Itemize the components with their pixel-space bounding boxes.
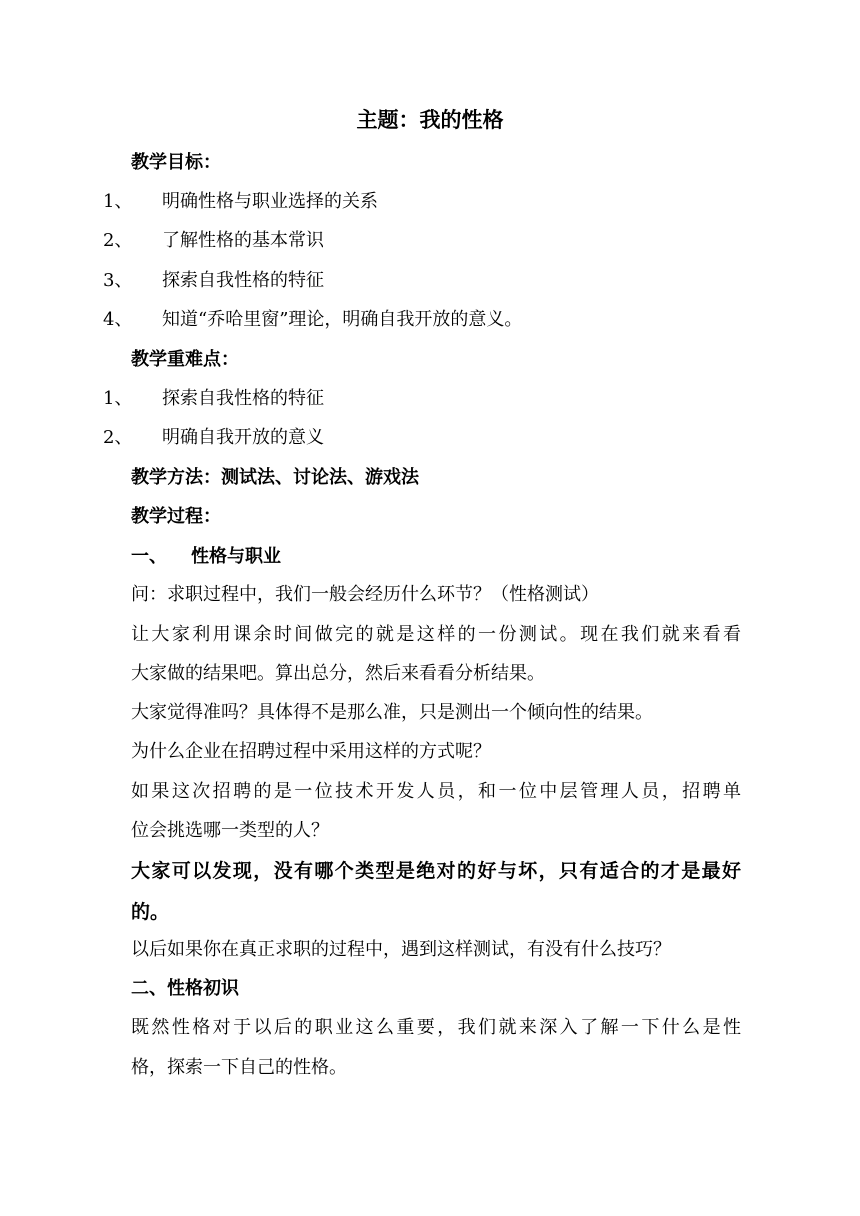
process-heading: 教学过程： — [131, 506, 221, 527]
key-point-2-text: 明确自我开放的意义 — [162, 427, 324, 448]
process-line-6: 如果这次招聘的是一位技术开发人员，和一位中层管理人员，招聘单 — [131, 781, 741, 802]
goal-3-number: 3、 — [103, 270, 133, 291]
process-line-2: 让大家利用课余时间做完的就是这样的一份测试。现在我们就来看看 — [131, 624, 741, 645]
goal-4-number: 4、 — [103, 309, 133, 330]
process-line-7: 位会挑选哪一类型的人？ — [131, 820, 329, 841]
process-line-10: 以后如果你在真正求职的过程中，遇到这样测试，有没有什么技巧？ — [131, 939, 671, 960]
process-line-9: 的。 — [131, 901, 170, 923]
methods-line: 教学方法：测试法、讨论法、游戏法 — [131, 467, 419, 488]
goal-3-text: 探索自我性格的特征 — [162, 270, 324, 291]
process-line-3: 大家做的结果吧。算出总分，然后来看看分析结果。 — [131, 663, 545, 684]
goal-4-text: 知道“乔哈里窗”理论，明确自我开放的意义。 — [162, 309, 523, 330]
goal-2-text: 了解性格的基本常识 — [162, 230, 324, 251]
section-2-line-2: 格，探索一下自己的性格。 — [131, 1057, 347, 1078]
process-line-5: 为什么企业在招聘过程中采用这样的方式呢？ — [131, 741, 491, 762]
goal-1-text: 明确性格与职业选择的关系 — [162, 191, 378, 212]
process-line-4: 大家觉得准吗？具体得不是那么准，只是测出一个倾向性的结果。 — [131, 702, 653, 723]
section-1-number: 一、 — [131, 546, 167, 567]
section-2-line-1: 既然性格对于以后的职业这么重要，我们就来深入了解一下什么是性 — [131, 1017, 741, 1038]
key-point-2-number: 2、 — [103, 427, 133, 448]
goal-2-number: 2、 — [103, 230, 133, 251]
process-line-8: 大家可以发现，没有哪个类型是绝对的好与坏，只有适合的才是最好 — [131, 860, 741, 882]
goals-heading: 教学目标： — [131, 152, 221, 173]
goal-1-number: 1、 — [103, 191, 133, 212]
key-point-1-text: 探索自我性格的特征 — [162, 388, 324, 409]
key-points-heading: 教学重难点： — [131, 349, 239, 370]
key-point-1-number: 1、 — [103, 388, 133, 409]
process-line-1: 问：求职过程中，我们一般会经历什么环节？（性格测试） — [131, 584, 599, 605]
section-1-title: 性格与职业 — [191, 546, 281, 567]
section-2-heading: 二、性格初识 — [131, 978, 239, 999]
page-title: 主题：我的性格 — [356, 108, 504, 132]
